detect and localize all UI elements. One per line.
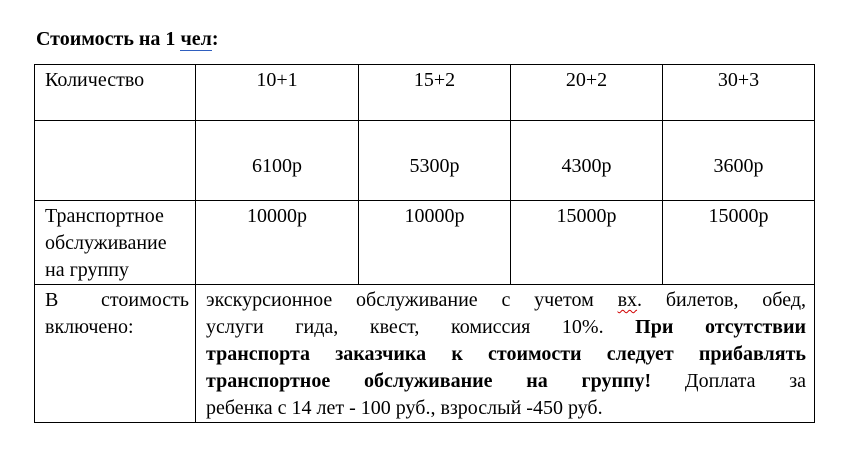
- transport-label-line-1: Транспортное: [45, 205, 164, 227]
- included-text-2-bold: При отсутствии: [635, 316, 806, 338]
- cell-price-2: 5300р: [359, 121, 511, 201]
- included-label-word-2: стоимость: [101, 289, 189, 311]
- title-suffix: :: [211, 28, 219, 50]
- included-text-line-2: [206, 314, 806, 341]
- table-row-price: [35, 121, 815, 201]
- cell-transport-2: 10000р: [359, 201, 511, 285]
- included-text-line-5: ребенка с 14 лет - 100 руб., взрослый -450 руб.: [206, 397, 603, 419]
- cell-quantity-label: Количество: [35, 65, 196, 121]
- transport-label-line-2: обслуживание: [45, 232, 167, 254]
- transport-label-line-3: на группу: [45, 259, 129, 281]
- cell-group-4: 30+3: [663, 65, 815, 121]
- cell-group-3: 20+2: [511, 65, 663, 121]
- cell-price-3: 4300р: [511, 121, 663, 201]
- title-word: чел: [180, 28, 212, 50]
- cell-transport-1: 10000р: [196, 201, 359, 285]
- included-label-line-1: [45, 287, 189, 314]
- cell-price-label: [35, 121, 196, 201]
- cell-price-4: 3600р: [663, 121, 815, 201]
- title-prefix: Стоимость на 1: [36, 28, 181, 50]
- cell-included-text: [196, 285, 815, 423]
- included-text-4b: Доплата за: [651, 370, 806, 392]
- page-title: [36, 27, 219, 51]
- price-table: [34, 64, 815, 423]
- cell-transport-label: [35, 201, 196, 285]
- included-text-line-3: транспорта заказчика к стоимости следует прибавлять: [206, 343, 806, 365]
- spellcheck-word: вх: [617, 289, 638, 311]
- included-text-1a: экскурсионное обслуживание с учетом: [206, 289, 618, 311]
- included-label-line-2: включено:: [45, 316, 134, 338]
- cell-price-1: 6100р: [196, 121, 359, 201]
- cell-transport-3: 15000р: [511, 201, 663, 285]
- cell-group-1: 10+1: [196, 65, 359, 121]
- cell-group-2: 15+2: [359, 65, 511, 121]
- table-row-transport: [35, 201, 815, 285]
- included-text-line-4: [206, 368, 806, 395]
- included-text-2a: услуги гида, квест, комиссия 10%.: [206, 316, 636, 338]
- cell-transport-4: 15000р: [663, 201, 815, 285]
- cell-included-label: [35, 285, 196, 423]
- included-text-4-bold: транспортное обслуживание на группу!: [206, 370, 652, 392]
- table-row-header: [35, 65, 815, 121]
- included-label-word-1: В: [45, 289, 59, 311]
- included-text-line-1: [206, 287, 806, 314]
- table-row-included: [35, 285, 815, 423]
- included-text-1b: . билетов, обед,: [637, 289, 806, 311]
